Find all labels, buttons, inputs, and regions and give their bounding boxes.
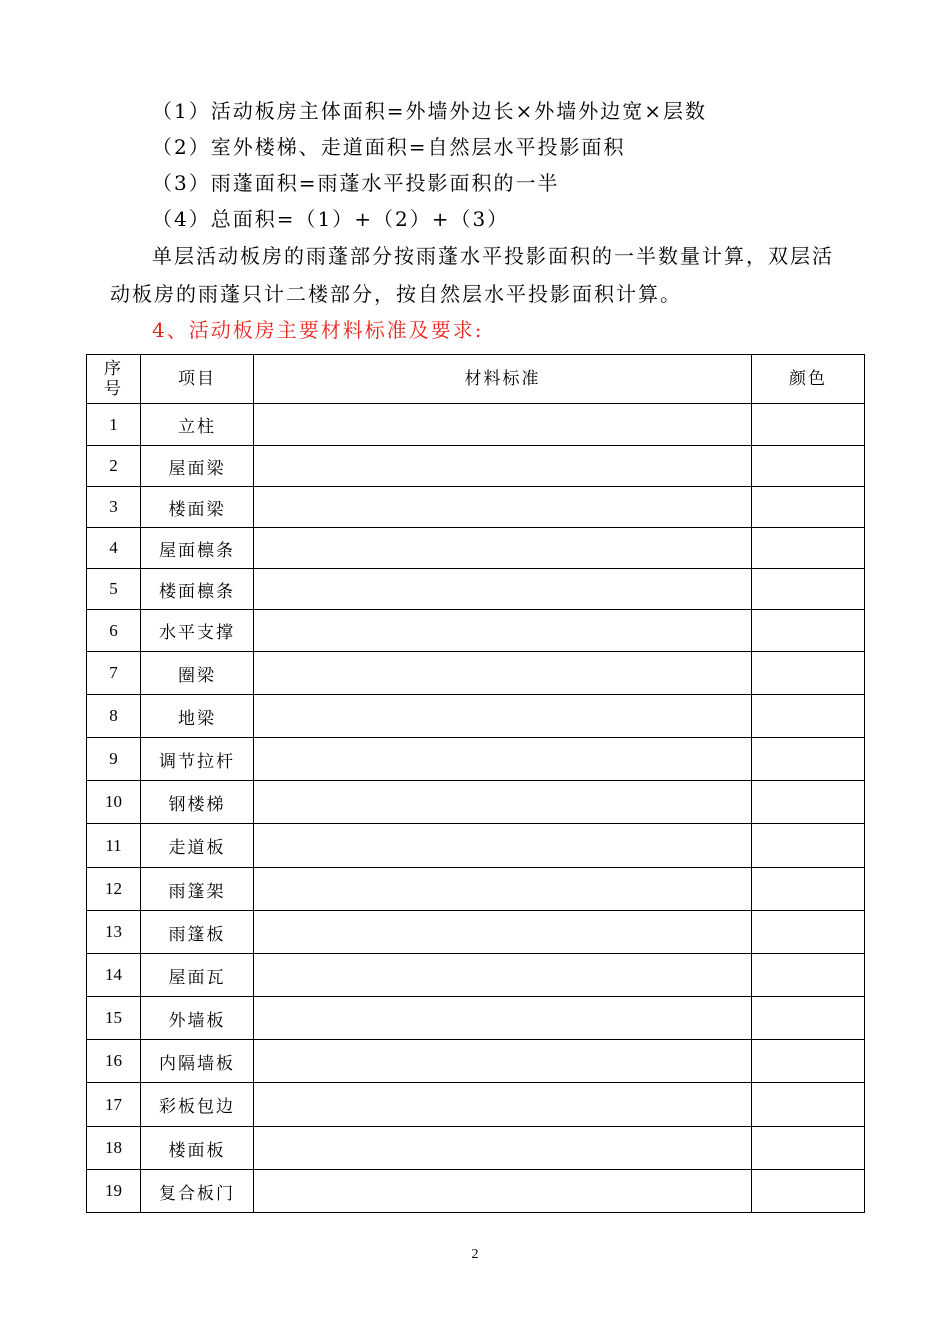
cell-seq: 10: [87, 781, 141, 824]
cell-seq: 15: [87, 997, 141, 1040]
table-row: [87, 695, 865, 738]
cell-color: [752, 868, 865, 911]
cell-item: 屋面檩条: [141, 528, 254, 569]
formula-line-4: （4）总面积=（1）+（2）+（3）: [152, 207, 510, 231]
cell-standard: [254, 738, 752, 781]
table-row: [87, 997, 865, 1040]
cell-item: 水平支撑: [141, 610, 254, 652]
table-row: [87, 868, 865, 911]
cell-item: 雨篷板: [141, 911, 254, 954]
cell-color: [752, 911, 865, 954]
cell-seq: 1: [87, 404, 141, 446]
cell-item: 圈梁: [141, 652, 254, 695]
cell-color: [752, 404, 865, 446]
table-row: [87, 954, 865, 997]
cell-color: [752, 487, 865, 528]
formula-line-3: （3）雨蓬面积=雨蓬水平投影面积的一半: [152, 171, 560, 195]
cell-item: 楼面檩条: [141, 569, 254, 610]
cell-standard: [254, 652, 752, 695]
header-color: 颜色: [752, 355, 865, 404]
cell-item: 彩板包边: [141, 1083, 254, 1127]
cell-item: 屋面梁: [141, 446, 254, 487]
header-seq-text: 序 号: [104, 359, 123, 399]
table-row: [87, 781, 865, 824]
cell-item: 雨篷架: [141, 868, 254, 911]
materials-table: [86, 354, 865, 1213]
cell-seq: 18: [87, 1127, 141, 1170]
table-row: [87, 738, 865, 781]
section-heading: 4、活动板房主要材料标准及要求:: [152, 318, 484, 342]
cell-color: [752, 528, 865, 569]
cell-seq: 19: [87, 1170, 141, 1213]
table-row: [87, 652, 865, 695]
paragraph-line-2: 动板房的雨蓬只计二楼部分，按自然层水平投影面积计算。: [110, 282, 682, 306]
cell-item: 楼面板: [141, 1127, 254, 1170]
cell-seq: 14: [87, 954, 141, 997]
page-number: 2: [471, 1247, 479, 1262]
cell-seq: 8: [87, 695, 141, 738]
cell-item: 立柱: [141, 404, 254, 446]
cell-color: [752, 1127, 865, 1170]
cell-item: 钢楼梯: [141, 781, 254, 824]
cell-standard: [254, 911, 752, 954]
table-row: [87, 911, 865, 954]
cell-color: [752, 954, 865, 997]
cell-standard: [254, 954, 752, 997]
cell-seq: 13: [87, 911, 141, 954]
cell-color: [752, 781, 865, 824]
table-row: [87, 1170, 865, 1213]
table-row: [87, 446, 865, 487]
cell-standard: [254, 569, 752, 610]
cell-color: [752, 1170, 865, 1213]
table-row: [87, 569, 865, 610]
table-row: [87, 610, 865, 652]
cell-standard: [254, 868, 752, 911]
cell-item: 楼面梁: [141, 487, 254, 528]
table-row: [87, 404, 865, 446]
cell-standard: [254, 528, 752, 569]
cell-item: 复合板门: [141, 1170, 254, 1213]
cell-item: 地梁: [141, 695, 254, 738]
table-row: [87, 528, 865, 569]
cell-seq: 7: [87, 652, 141, 695]
cell-standard: [254, 1170, 752, 1213]
cell-color: [752, 1083, 865, 1127]
cell-standard: [254, 997, 752, 1040]
cell-item: 外墙板: [141, 997, 254, 1040]
cell-color: [752, 446, 865, 487]
cell-standard: [254, 695, 752, 738]
table-row: [87, 1040, 865, 1083]
cell-color: [752, 610, 865, 652]
cell-color: [752, 695, 865, 738]
cell-item: 屋面瓦: [141, 954, 254, 997]
cell-color: [752, 738, 865, 781]
cell-seq: 17: [87, 1083, 141, 1127]
cell-seq: 12: [87, 868, 141, 911]
cell-seq: 16: [87, 1040, 141, 1083]
table-row: [87, 1083, 865, 1127]
table-row: [87, 824, 865, 868]
cell-seq: 3: [87, 487, 141, 528]
header-standard: 材料标准: [254, 355, 752, 404]
table-header-row: [87, 355, 865, 404]
cell-standard: [254, 446, 752, 487]
cell-color: [752, 1040, 865, 1083]
cell-standard: [254, 781, 752, 824]
cell-seq: 9: [87, 738, 141, 781]
cell-color: [752, 824, 865, 868]
cell-standard: [254, 610, 752, 652]
cell-standard: [254, 1040, 752, 1083]
formula-line-1: （1）活动板房主体面积=外墙外边长×外墙外边宽×层数: [152, 99, 707, 123]
table-body: [87, 404, 865, 1213]
cell-item: 走道板: [141, 824, 254, 868]
header-item: 项目: [141, 355, 254, 404]
header-seq: [87, 355, 141, 404]
formula-line-2: （2）室外楼梯、走道面积=自然层水平投影面积: [152, 135, 626, 159]
cell-standard: [254, 1127, 752, 1170]
cell-color: [752, 652, 865, 695]
paragraph-line-1: 单层活动板房的雨蓬部分按雨蓬水平投影面积的一半数量计算，双层活: [152, 244, 834, 268]
table-row: [87, 1127, 865, 1170]
cell-seq: 5: [87, 569, 141, 610]
cell-standard: [254, 404, 752, 446]
table-row: [87, 487, 865, 528]
cell-color: [752, 569, 865, 610]
cell-seq: 6: [87, 610, 141, 652]
cell-item: 内隔墙板: [141, 1040, 254, 1083]
cell-seq: 11: [87, 824, 141, 868]
cell-item: 调节拉杆: [141, 738, 254, 781]
cell-standard: [254, 487, 752, 528]
cell-standard: [254, 824, 752, 868]
cell-seq: 2: [87, 446, 141, 487]
cell-seq: 4: [87, 528, 141, 569]
cell-standard: [254, 1083, 752, 1127]
cell-color: [752, 997, 865, 1040]
